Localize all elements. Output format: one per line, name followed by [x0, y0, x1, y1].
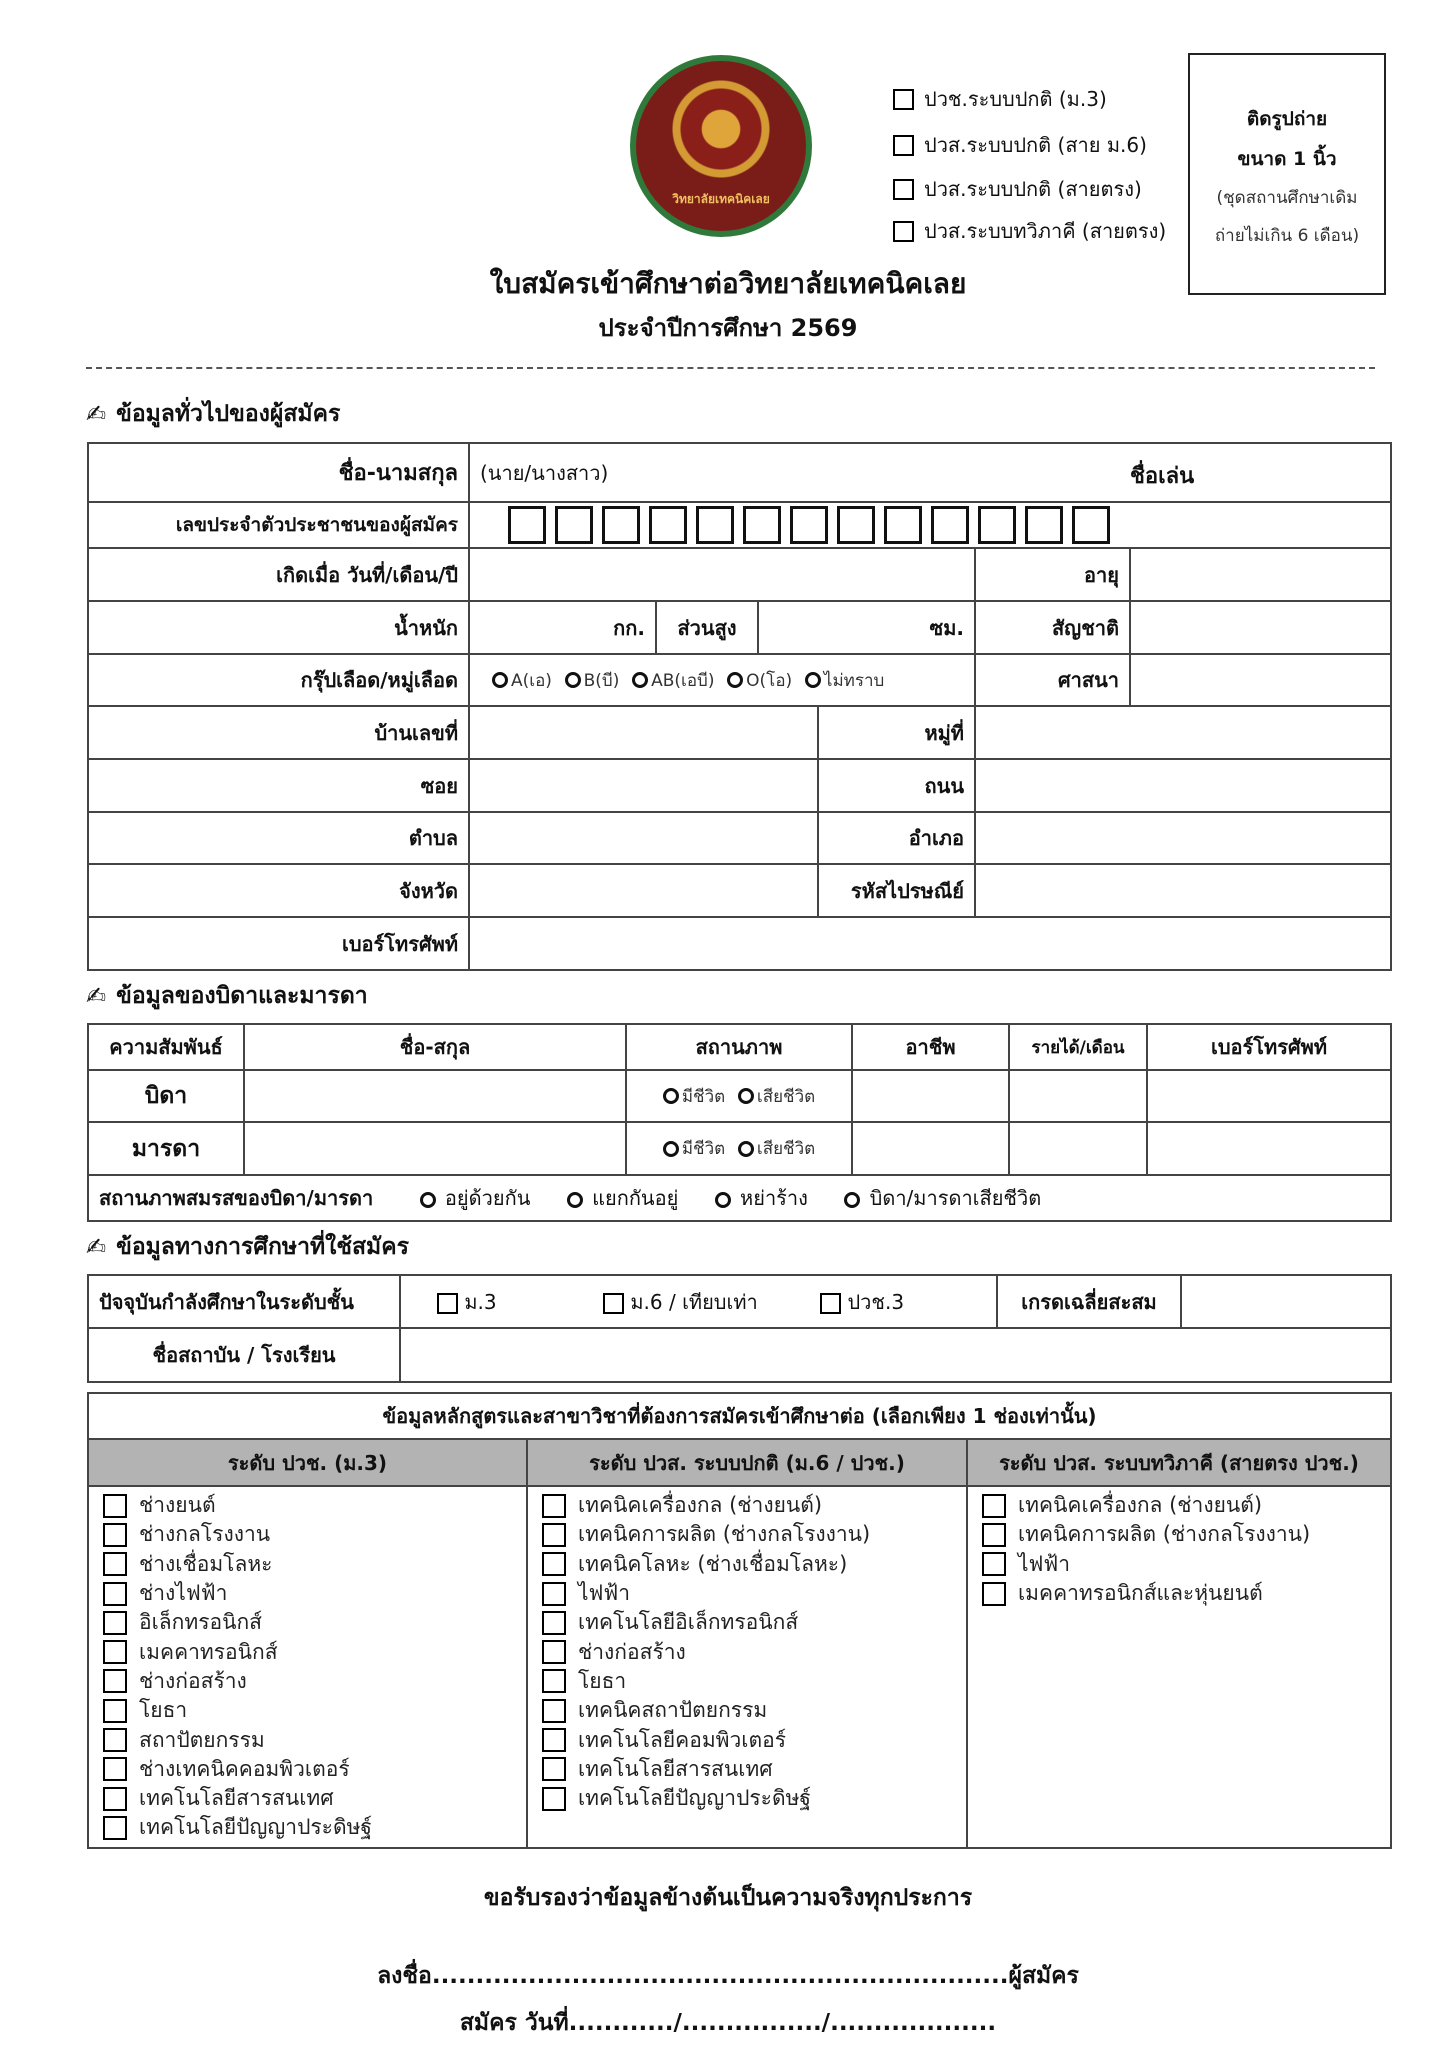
- blood-option[interactable]: AB(เอบี): [632, 667, 714, 691]
- section-heading-parents: ✍ ข้อมูลของบิดาและมารดา: [86, 982, 368, 1010]
- course-option[interactable]: เทคโนโลยีสารสนเทศ: [542, 1755, 952, 1784]
- checkbox[interactable]: [542, 1699, 566, 1723]
- house-field[interactable]: [469, 706, 818, 759]
- parents-table: ความสัมพันธ์ ชื่อ-สกุล สถานภาพ อาชีพ รายได้/เดือน เบอร์โทรศัพท์ บิดา มีชีวิต เสียชีวิต มารดา มีชีวิต เสียชีวิต สถานภาพสมรสของบิดา/มารดา อยู่ด้วยกัน แยกกันอยู่ หย่าร้าง บิดา/มารดาเสียชีวิต: [87, 1023, 1392, 1222]
- checkbox[interactable]: [982, 1494, 1006, 1518]
- father-phone-field[interactable]: [1147, 1070, 1391, 1122]
- checkbox[interactable]: [103, 1494, 127, 1518]
- form-title: ใบสมัครเข้าศึกษาต่อวิทยาลัยเทคนิคเลย: [489, 267, 967, 300]
- program-option[interactable]: ปวส.ระบบปกติ (สาย ม.6): [893, 129, 1147, 161]
- general-info-table: ชื่อ-นามสกุล (นาย/นางสาว) ชื่อเล่น เลขประจำตัวประชาชนของผู้สมัคร เกิดเมื่อ วันที่/เดือน/ปี อายุ น้ำหนัก กก. ส่วนสูง ซม. สัญชาติ กรุ๊ปเลือด/หมู่เลือด A(เอ) B(บี) AB(เอบี) O(โอ) ไม่ทราบ ศาสนา บ้านเลขที่ หมู่ที่ ซอย ถนน ตำบล อำเภอ จังหวัด รหัสไปรษณีย์ เบอร์โทรศัพท์: [87, 442, 1392, 971]
- course-option[interactable]: เทคนิคสถาปัตยกรรม: [542, 1696, 952, 1725]
- father-job-field[interactable]: [852, 1070, 1009, 1122]
- religion-field[interactable]: [1130, 654, 1391, 706]
- course-option[interactable]: เทคโนโลยีสารสนเทศ: [103, 1784, 512, 1813]
- blood-type-options[interactable]: [469, 654, 975, 706]
- mother-status[interactable]: มีชีวิต เสียชีวิต: [626, 1122, 852, 1175]
- road-field[interactable]: [975, 759, 1391, 812]
- program-option[interactable]: ปวช.ระบบปกติ (ม.3): [893, 83, 1107, 115]
- mother-income-field[interactable]: [1009, 1122, 1147, 1175]
- gpa-field[interactable]: [1181, 1275, 1391, 1328]
- course-option[interactable]: สถาปัตยกรรม: [103, 1725, 512, 1754]
- amphoe-field[interactable]: [975, 812, 1391, 864]
- course-option[interactable]: ช่างยนต์: [103, 1491, 512, 1520]
- course-option[interactable]: เทคนิคโลหะ (ช่างเชื่อมโลหะ): [542, 1550, 952, 1579]
- weight-field[interactable]: กก.: [469, 601, 656, 654]
- mother-row: มารดา มีชีวิต เสียชีวิต: [88, 1122, 1391, 1175]
- postal-field[interactable]: [975, 864, 1391, 917]
- course-list-vocational: [88, 1486, 527, 1848]
- course-option[interactable]: ช่างไฟฟ้า: [103, 1579, 512, 1608]
- mother-job-field[interactable]: [852, 1122, 1009, 1175]
- checkbox[interactable]: [103, 1757, 127, 1781]
- college-logo: วิทยาลัยเทคนิคเลย: [630, 55, 812, 237]
- course-option[interactable]: ช่างก่อสร้าง: [103, 1667, 512, 1696]
- level-options[interactable]: ม.3 ม.6 / เทียบเท่า ปวช.3: [400, 1275, 997, 1328]
- checkbox[interactable]: [542, 1728, 566, 1752]
- writing-icon: ✍: [86, 982, 107, 1010]
- course-option[interactable]: ไฟฟ้า: [542, 1579, 952, 1608]
- program-option[interactable]: ปวส.ระบบทวิภาคี (สายตรง): [893, 215, 1166, 247]
- checkbox[interactable]: [103, 1582, 127, 1606]
- marital-option[interactable]: บิดา/มารดาเสียชีวิต: [844, 1186, 1041, 1210]
- mother-phone-field[interactable]: [1147, 1122, 1391, 1175]
- checkbox[interactable]: [542, 1552, 566, 1576]
- father-status[interactable]: มีชีวิต เสียชีวิต: [626, 1070, 852, 1122]
- father-income-field[interactable]: [1009, 1070, 1147, 1122]
- nickname-label: ชื่อเล่น: [1130, 464, 1195, 489]
- course-option[interactable]: ไฟฟ้า: [982, 1550, 1376, 1579]
- course-option[interactable]: ช่างเทคนิคคอมพิวเตอร์: [103, 1755, 512, 1784]
- section-heading-general: ✍ ข้อมูลทั่วไปของผู้สมัคร: [86, 400, 341, 428]
- education-table: ปัจจุบันกำลังศึกษาในระดับชั้น ม.3 ม.6 / เทียบเท่า ปวช.3 เกรดเฉลี่ยสะสม ชื่อสถาบัน / โรงเรียน: [87, 1274, 1392, 1383]
- checkbox[interactable]: [103, 1611, 127, 1635]
- nationality-field[interactable]: [1130, 601, 1391, 654]
- course-option[interactable]: อิเล็กทรอนิกส์: [103, 1608, 512, 1637]
- checkbox[interactable]: [103, 1669, 127, 1693]
- height-field[interactable]: ซม.: [758, 601, 975, 654]
- checkbox[interactable]: [103, 1552, 127, 1576]
- marital-status-row[interactable]: สถานภาพสมรสของบิดา/มารดา อยู่ด้วยกัน แยกกันอยู่ หย่าร้าง บิดา/มารดาเสียชีวิต: [88, 1175, 1391, 1221]
- school-field[interactable]: [400, 1328, 1391, 1382]
- checkbox[interactable]: [542, 1669, 566, 1693]
- course-option[interactable]: ช่างกลโรงงาน: [103, 1520, 512, 1549]
- course-list-higher-dual: [967, 1486, 1391, 1848]
- phone-field[interactable]: [469, 917, 1391, 970]
- writing-icon: ✍: [86, 1233, 107, 1261]
- date-line[interactable]: สมัคร วันที่............/................/...................: [459, 2010, 997, 2036]
- age-field[interactable]: [1130, 548, 1391, 601]
- divider: [86, 367, 1375, 369]
- form-subtitle: ประจำปีการศึกษา 2569: [598, 314, 858, 342]
- checkbox[interactable]: [542, 1494, 566, 1518]
- photo-box: ติดรูปถ่าย ขนาด 1 นิ้ว (ชุดสถานศึกษาเดิม ถ่ายไม่เกิน 6 เดือน): [1188, 53, 1386, 295]
- checkbox[interactable]: [542, 1640, 566, 1664]
- course-list-higher-regular: [527, 1486, 967, 1848]
- marital-option[interactable]: หย่าร้าง: [715, 1186, 808, 1210]
- checkbox[interactable]: [542, 1611, 566, 1635]
- id-number-boxes[interactable]: [469, 502, 1391, 548]
- section-heading-education: ✍ ข้อมูลทางการศึกษาที่ใช้สมัคร: [86, 1233, 409, 1261]
- blood-option[interactable]: ไม่ทราบ: [805, 667, 884, 691]
- writing-icon: ✍: [86, 400, 107, 428]
- checkbox[interactable]: [542, 1757, 566, 1781]
- blood-option[interactable]: O(โอ): [727, 667, 792, 691]
- father-name-field[interactable]: [244, 1070, 626, 1122]
- checkbox[interactable]: [103, 1640, 127, 1664]
- blood-option[interactable]: A(เอ): [492, 667, 552, 691]
- checkbox[interactable]: [103, 1523, 127, 1547]
- checkbox[interactable]: [893, 221, 914, 242]
- moo-field[interactable]: [975, 706, 1391, 759]
- course-option[interactable]: ช่างก่อสร้าง: [542, 1637, 952, 1666]
- course-option[interactable]: เทคโนโลยีปัญญาประดิษฐ์: [542, 1784, 952, 1813]
- course-option[interactable]: เทคนิคเครื่องกล (ช่างยนต์): [982, 1491, 1376, 1520]
- certification-text: ขอรับรองว่าข้อมูลข้างต้นเป็นความจริงทุกประการ: [483, 1885, 973, 1911]
- course-option[interactable]: เทคโนโลยีอิเล็กทรอนิกส์: [542, 1608, 952, 1637]
- father-row: บิดา มีชีวิต เสียชีวิต: [88, 1070, 1391, 1122]
- courses-table: ข้อมูลหลักสูตรและสาขาวิชาที่ต้องการสมัครเข้าศึกษาต่อ (เลือกเพียง 1 ช่องเท่านั้น) ระดับ ปวช. (ม.3) ระดับ ปวส. ระบบปกติ (ม.6 / ปวช.) ระดับ ปวส. ระบบทวิภาคี (สายตรง ปวช.) ช่างยนต์ ช่างกลโรงงาน ช่างเชื่อมโลหะ ช่างไฟฟ้า อิเล็กทรอนิกส์ เมคคาทรอนิกส์ ช่างก่อสร้าง โยธา สถาปัตยกรรม ช่างเทคนิคคอมพิวเตอร์ เทคโนโลยีสารสนเทศ เทคโนโลยีปัญญาประดิษฐ์ เทคนิคเครื่องกล (ช่างยนต์) เทคนิคการผลิต (ช่างกลโรงงาน) เทคนิคโลหะ (ช่างเชื่อมโลหะ) ไฟฟ้า เทคโนโลยีอิเล็กทรอนิกส์ ช่างก่อสร้าง โยธา เทคนิคสถาปัตยกรรม เทคโนโลยีคอมพิวเตอร์ เทคโนโลยีสารสนเทศ เทคโนโลยีปัญญาประดิษฐ์ เทคนิคเครื่องกล (ช่างยนต์) เทคนิคการผลิต (ช่างกลโรงงาน) ไฟฟ้า เมคคาทรอนิกส์และหุ่นยนต์: [87, 1392, 1392, 1849]
- name-label: ชื่อ-นามสกุล: [88, 443, 469, 502]
- signature-line[interactable]: ลงชื่อ..................................................................ผู้สมัคร: [377, 1963, 1079, 1989]
- mother-name-field[interactable]: [244, 1122, 626, 1175]
- checkbox[interactable]: [103, 1787, 127, 1811]
- checkbox[interactable]: [893, 89, 914, 110]
- tambon-field[interactable]: [469, 812, 818, 864]
- checkbox[interactable]: [982, 1552, 1006, 1576]
- course-option[interactable]: โยธา: [103, 1696, 512, 1725]
- course-option[interactable]: เทคนิคเครื่องกล (ช่างยนต์): [542, 1491, 952, 1520]
- checkbox[interactable]: [103, 1699, 127, 1723]
- checkbox[interactable]: [542, 1787, 566, 1811]
- checkbox[interactable]: [542, 1582, 566, 1606]
- soi-field[interactable]: [469, 759, 818, 812]
- course-option[interactable]: เทคโนโลยีคอมพิวเตอร์: [542, 1725, 952, 1754]
- course-option[interactable]: ช่างเชื่อมโลหะ: [103, 1550, 512, 1579]
- checkbox[interactable]: [982, 1523, 1006, 1547]
- checkbox[interactable]: [893, 179, 914, 200]
- birthdate-field[interactable]: [469, 548, 975, 601]
- checkbox[interactable]: [893, 135, 914, 156]
- course-option[interactable]: เมคคาทรอนิกส์และหุ่นยนต์: [982, 1579, 1376, 1608]
- checkbox[interactable]: [103, 1816, 127, 1840]
- marital-option[interactable]: อยู่ด้วยกัน: [420, 1186, 531, 1210]
- province-field[interactable]: [469, 864, 818, 917]
- course-option[interactable]: เทคนิคการผลิต (ช่างกลโรงงาน): [982, 1520, 1376, 1549]
- program-option[interactable]: ปวส.ระบบปกติ (สายตรง): [893, 173, 1142, 205]
- checkbox[interactable]: [982, 1582, 1006, 1606]
- course-option[interactable]: โยธา: [542, 1667, 952, 1696]
- checkbox[interactable]: [103, 1728, 127, 1752]
- course-option[interactable]: เมคคาทรอนิกส์: [103, 1637, 512, 1666]
- blood-option[interactable]: B(บี): [565, 667, 620, 691]
- name-field[interactable]: (นาย/นางสาว) ชื่อเล่น: [469, 443, 1391, 502]
- course-option[interactable]: เทคนิคการผลิต (ช่างกลโรงงาน): [542, 1520, 952, 1549]
- marital-option[interactable]: แยกกันอยู่: [567, 1186, 679, 1210]
- course-option[interactable]: เทคโนโลยีปัญญาประดิษฐ์: [103, 1813, 512, 1842]
- checkbox[interactable]: [542, 1523, 566, 1547]
